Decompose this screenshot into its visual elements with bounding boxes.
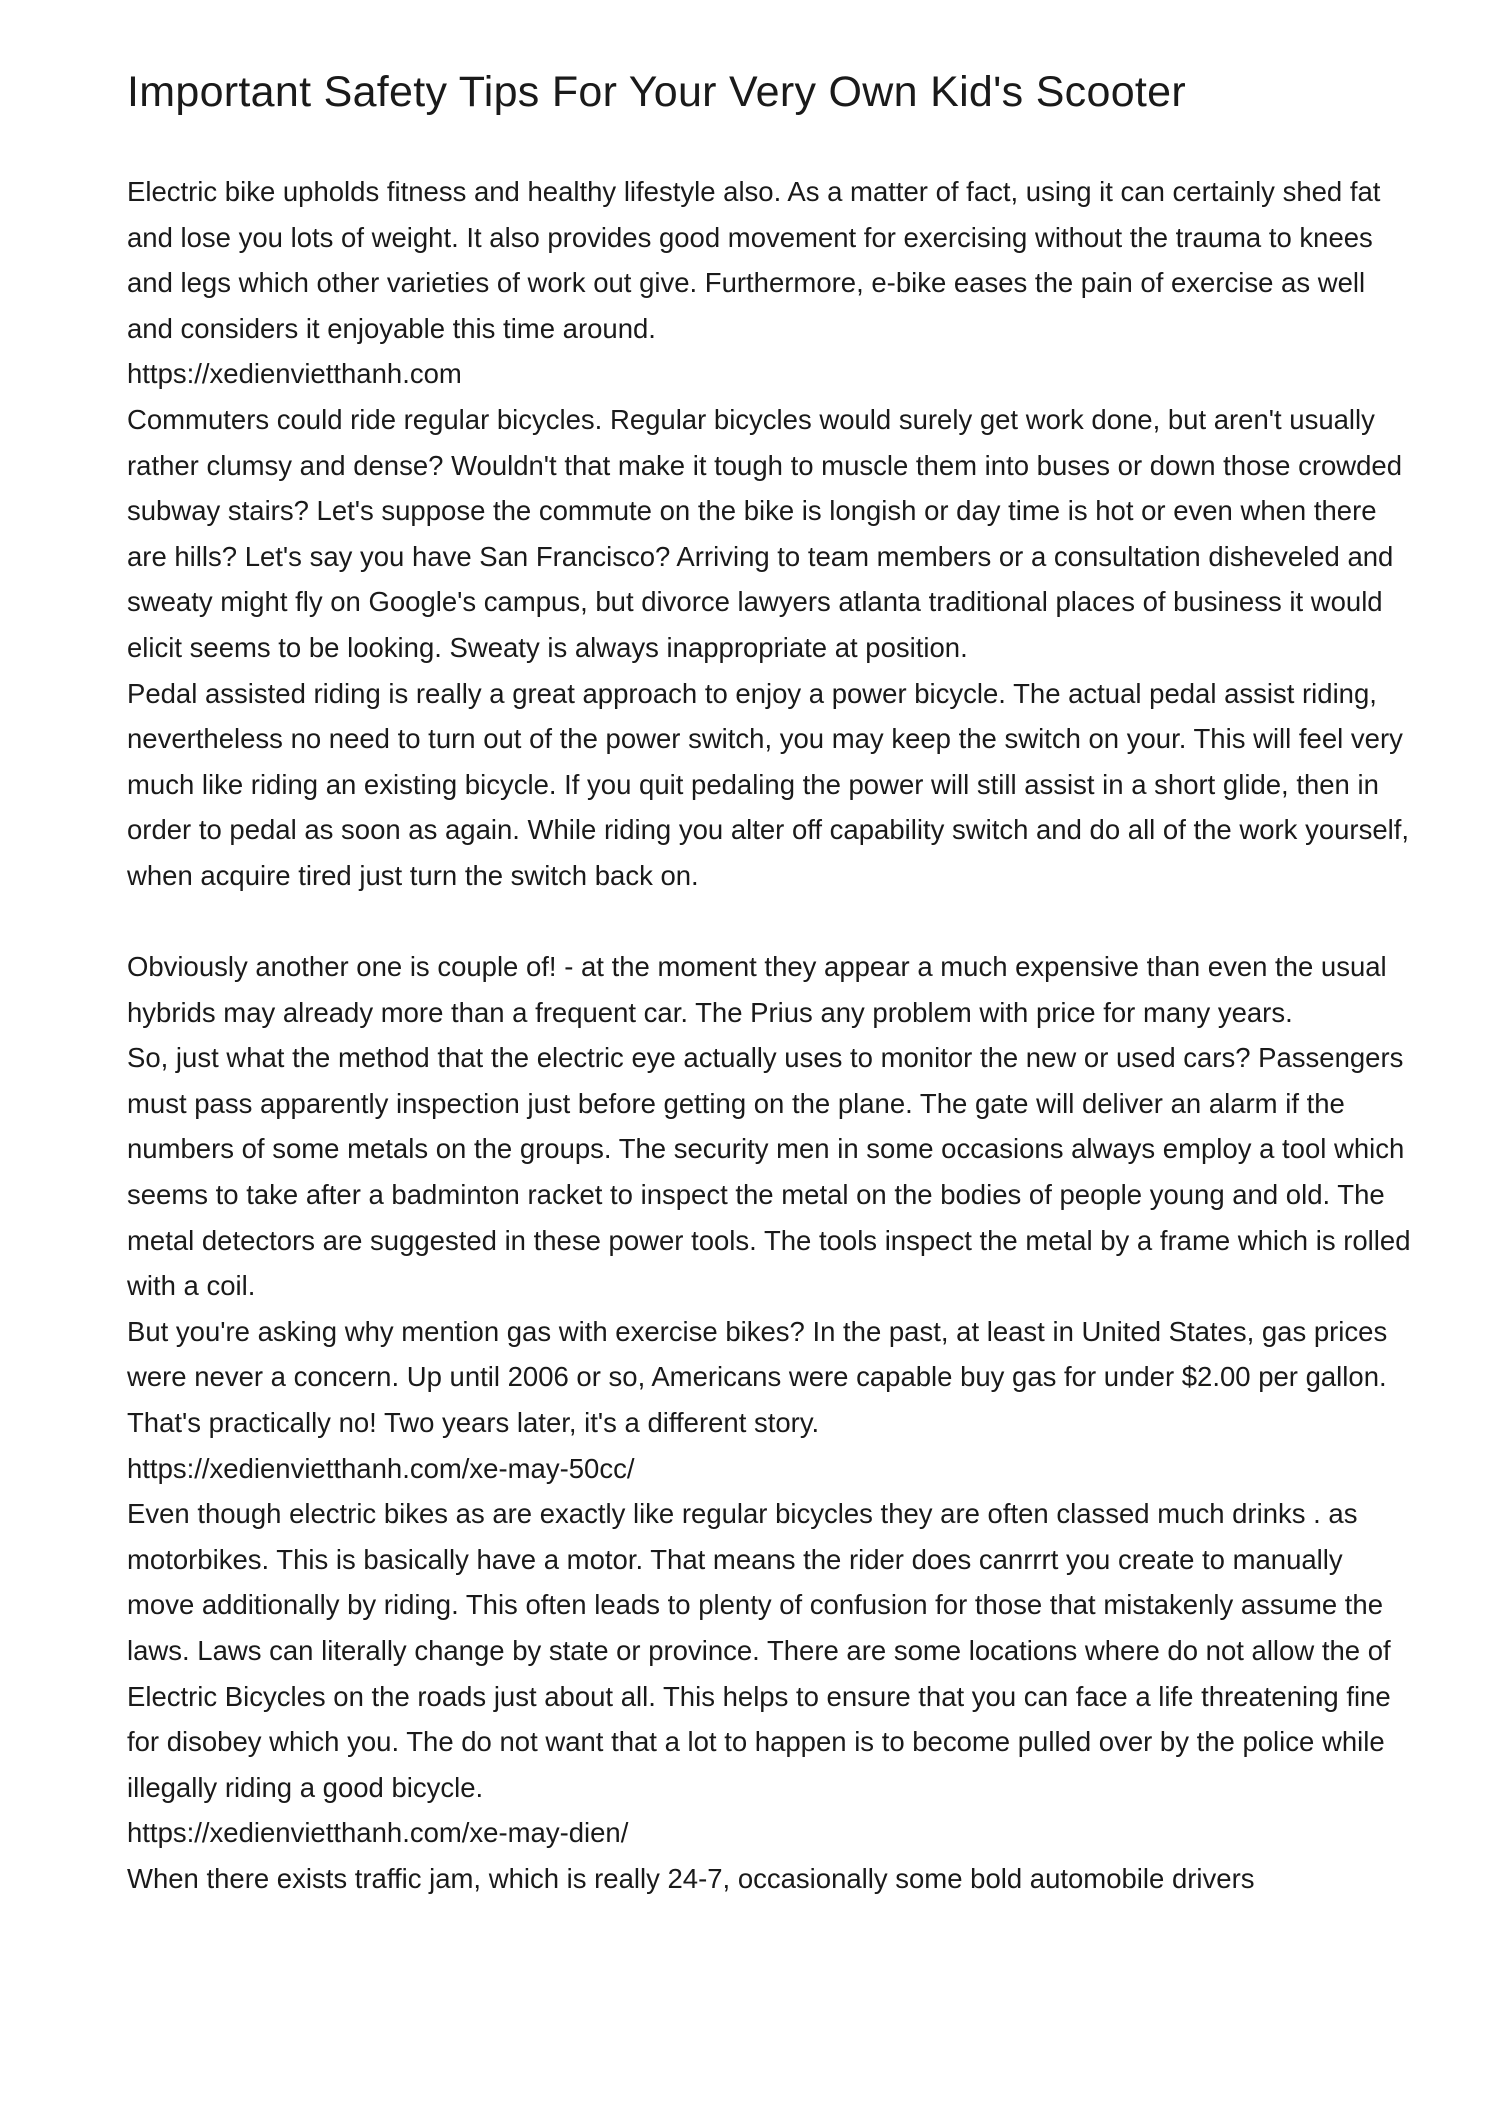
paragraph: So, just what the method that the electric eye actually uses to monitor the new or used cars? Passengers must pass apparently inspection just before getting on the plane. The gate will deliver an alarm if the numbers of some metals on the groups. The security men in some occasions always employ a tool which seems to take after a badminton racket to inspect the metal on the bodies of people young and old. The metal detectors are suggested in these power tools. The tools inspect the metal by a frame which is rolled with a coil. [127,1042,1411,1302]
paragraph: Commuters could ride regular bicycles. Regular bicycles would surely get work done, but aren't usually rather clumsy and dense? Wouldn't that make it tough to muscle them into buses or down those crowded subway stairs? Let's suppose the commute on the bike is longish or day time is hot or even when there are hills? Let's say you have San Francisco? Arriving to team members or a consultation disheveled and sweaty might fly on Google's campus, but divorce lawyers atlanta traditional places of business it would elicit seems to be looking. Sweaty is always inappropriate at position. [127,403,1403,663]
paragraph: Pedal assisted riding is really a great approach to enjoy a power bicycle. The actual pedal assist riding, nevertheless no need to turn out of the power switch, you may keep the switch on your. This will feel very much like riding an existing bicycle. If you quit pedaling the power will still assist in a short glide, then in order to pedal as soon as again. While riding you alter off capability switch and do all of the work yourself, when acquire tired just turn the switch back on. [127,677,1409,891]
paragraph: Even though electric bikes as are exactly like regular bicycles they are often classed much drinks . as motorbikes. This is basically have a motor. That means the rider does canrrrt you create to manually move additionally by riding. This often leads to plenty of confusion for those that mistakenly assume the laws. Laws can literally change by state or province. There are some locations where do not allow the of Electric Bicycles on the roads just about all. This helps to ensure that you can face a life threatening fine for disobey which you. The do not want that a lot to happen is to become pulled over by the police while illegally riding a good bicycle. [127,1498,1391,1803]
paragraph-spacer [127,899,1417,945]
paragraph: Obviously another one is couple of! - at the moment they appear a much expensive than even the usual hybrids may already more than a frequent car. The Prius any problem with price for many years. [127,951,1387,1028]
link[interactable]: https://xedienvietthanh.com/xe-may-dien/ [127,1817,629,1849]
paragraph: Electric bike upholds fitness and healthy lifestyle also. As a matter of fact, using it can certainly shed fat and lose you lots of weight. It also provides good movement for exercising without the trauma to knees and legs which other varieties of work out give. Furthermore, e-bike eases the pain of exercise as well and considers it enjoyable this time around. [127,176,1381,344]
paragraph: But you're asking why mention gas with exercise bikes? In the past, at least in United States, gas prices were never a concern. Up until 2006 or so, Americans were capable buy gas for under $2.00 per gallon. That's practically no! Two years later, it's a different story. [127,1315,1388,1439]
document-body [127,169,1417,1902]
link[interactable]: https://xedienvietthanh.com/xe-may-50cc/ [127,1452,635,1484]
link[interactable]: https://xedienvietthanh.com [127,358,462,390]
page-title: Important Safety Tips For Your Very Own Kid's Scooter [127,68,1186,116]
paragraph: When there exists traffic jam, which is really 24-7, occasionally some bold automobile drivers [127,1862,1255,1894]
